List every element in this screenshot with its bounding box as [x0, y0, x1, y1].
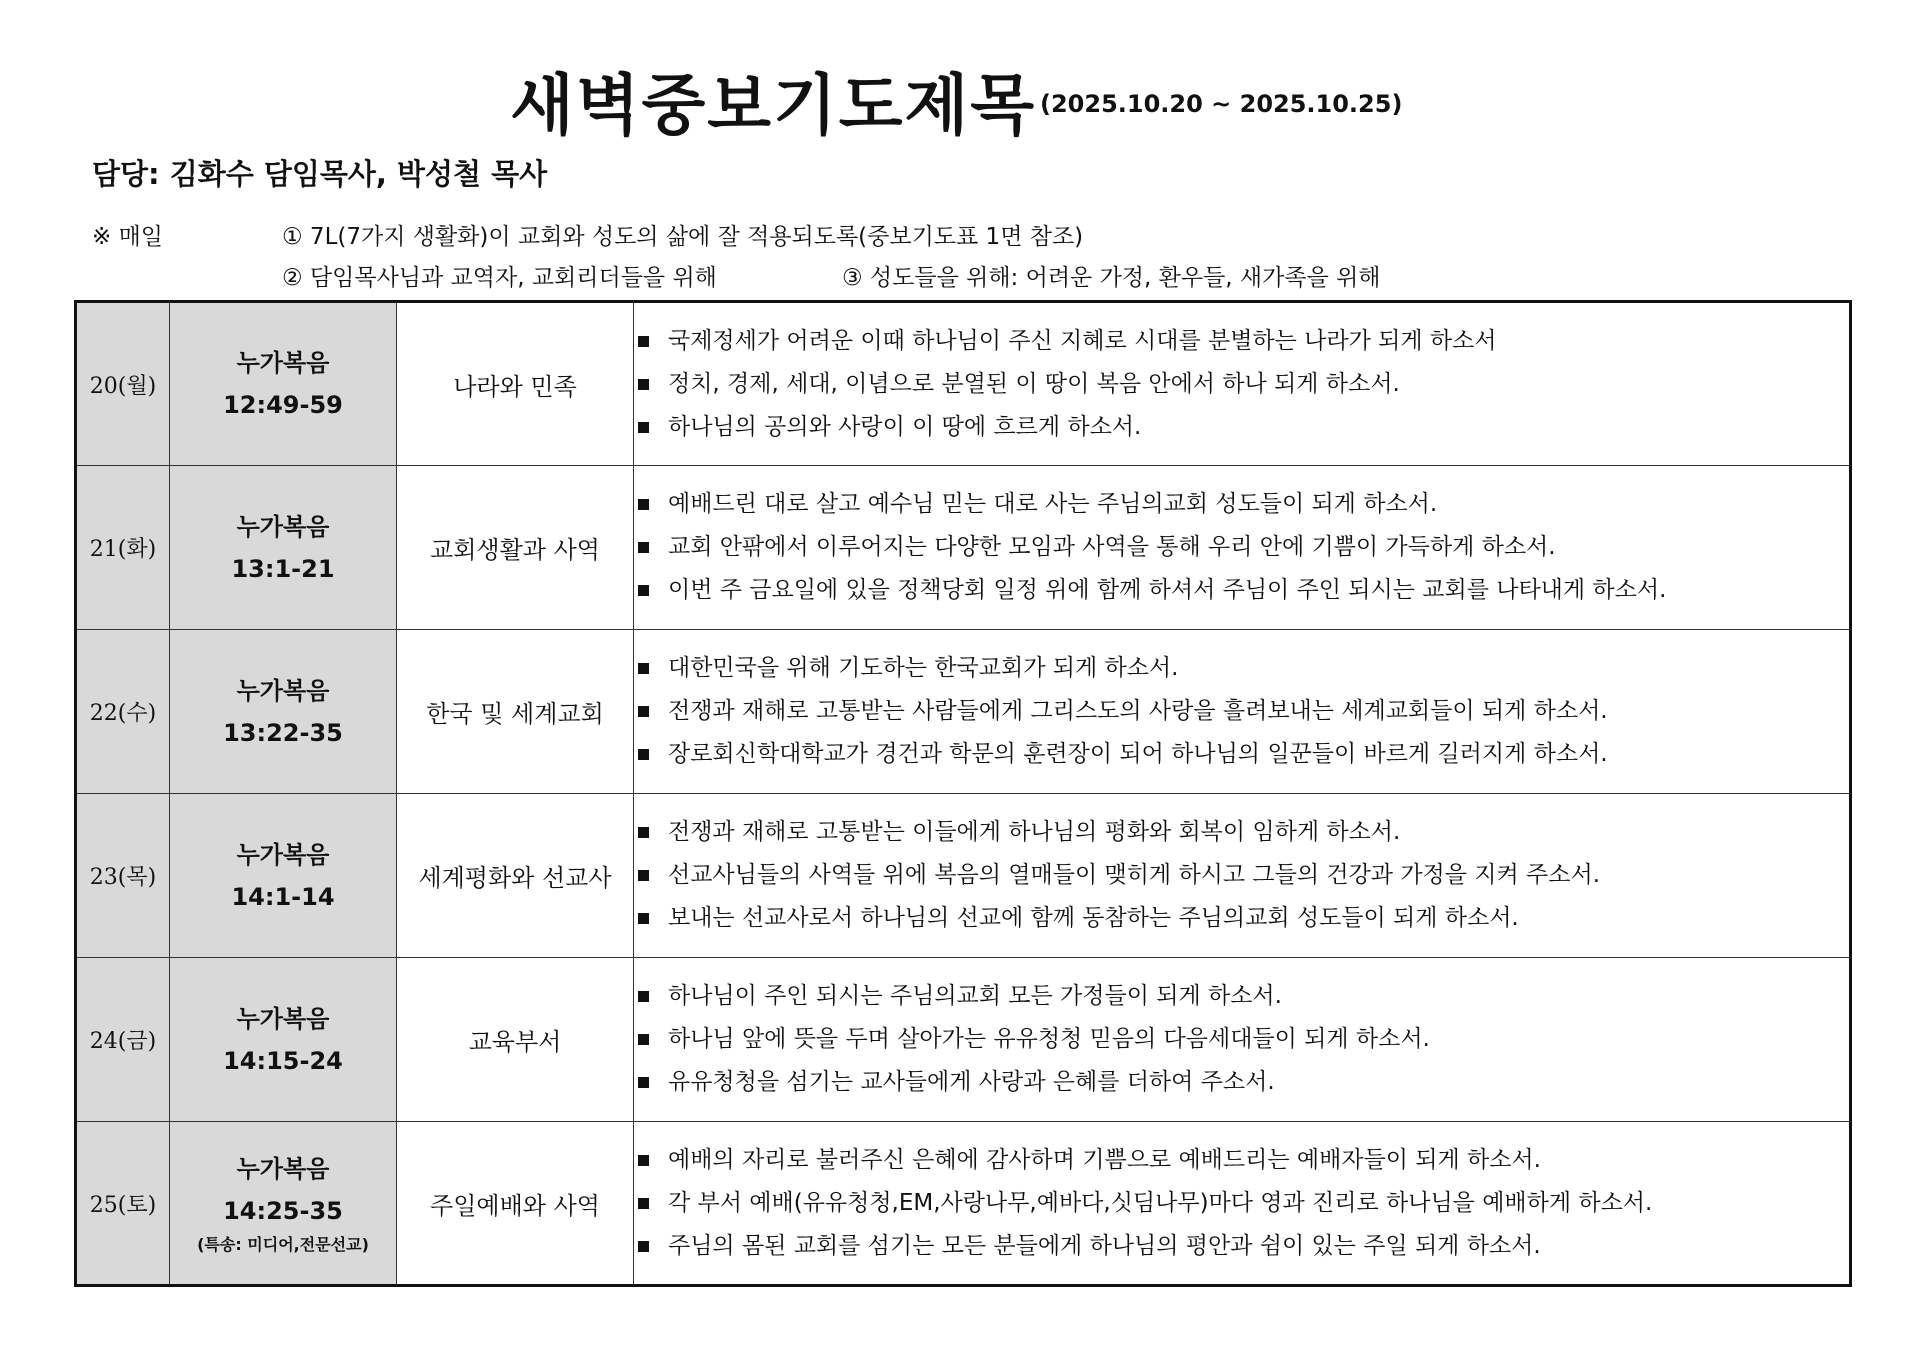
prayer-item: 하나님의 공의와 사랑이 이 땅에 흐르게 하소서. — [634, 406, 1849, 449]
table-row — [76, 794, 1851, 958]
prayer-item: 대한민국을 위해 기도하는 한국교회가 되게 하소서. — [634, 647, 1849, 690]
prayers-cell — [634, 794, 1851, 958]
date-range: (2025.10.20 ~ 2025.10.25) — [1040, 90, 1403, 118]
table-row — [76, 302, 1851, 466]
prayer-list — [634, 1139, 1849, 1268]
scripture-book: 누가복음 — [236, 840, 330, 869]
prayer-item: 이번 주 금요일에 있을 정책당회 일정 위에 함께 하셔서 주님이 주인 되시는 교회를 나타내게 하소서. — [634, 569, 1849, 612]
table-row — [76, 958, 1851, 1122]
scripture-verses: 13:1-21 — [231, 554, 335, 583]
daily-label: ※ 매일 — [92, 224, 164, 250]
daily-item-1: ① 7L(7가지 생활화)이 교회와 성도의 삶에 잘 적용되도록(중보기도표 1면 참조) — [282, 224, 1084, 250]
prayers-cell — [634, 302, 1851, 466]
scripture-cell — [170, 958, 397, 1122]
scripture-book: 누가복음 — [236, 1155, 330, 1183]
scripture-book: 누가복음 — [236, 512, 330, 541]
prayer-item: 각 부서 예배(유유청청,EM,사랑나무,예바다,싯딤나무)마다 영과 진리로 하나님을 예배하게 하소서. — [634, 1182, 1849, 1225]
scripture-cell — [170, 302, 397, 466]
prayer-item: 국제정세가 어려운 이때 하나님이 주신 지혜로 시대를 분별하는 나라가 되게 하소서 — [634, 320, 1849, 363]
table-row — [76, 630, 1851, 794]
prayer-item: 예배의 자리로 불러주신 은혜에 감사하며 기쁨으로 예배드리는 예배자들이 되게 하소서. — [634, 1139, 1849, 1182]
prayer-item: 하나님 앞에 뜻을 두며 살아가는 유유청청 믿음의 다음세대들이 되게 하소서. — [634, 1018, 1849, 1061]
header — [0, 42, 1920, 142]
theme-cell: 세계평화와 선교사 — [397, 794, 634, 958]
prayer-item: 교회 안팎에서 이루어지는 다양한 모임과 사역을 통해 우리 안에 기쁨이 가득하게 하소서. — [634, 526, 1849, 569]
day-cell: 21(화) — [76, 466, 170, 630]
scripture-verses: 12:49-59 — [223, 391, 343, 419]
prayer-item: 하나님이 주인 되시는 주님의교회 모든 가정들이 되게 하소서. — [634, 975, 1849, 1018]
prayer-item: 전쟁과 재해로 고통받는 사람들에게 그리스도의 사랑을 흘려보내는 세계교회들이 되게 하소서. — [634, 690, 1849, 733]
day-cell: 20(월) — [76, 302, 170, 466]
prayers-cell — [634, 1122, 1851, 1286]
table-row — [76, 1122, 1851, 1286]
prayer-item: 유유청청을 섬기는 교사들에게 사랑과 은혜를 더하여 주소서. — [634, 1061, 1849, 1104]
scripture-cell — [170, 466, 397, 630]
prayers-cell — [634, 466, 1851, 630]
scripture-verses: 13:22-35 — [223, 718, 343, 747]
daily-item-3: ③ 성도들을 위해: 어려운 가정, 환우들, 새가족을 위해 — [842, 265, 1381, 291]
leaders-line: 담당: 김화수 담임목사, 박성철 목사 — [92, 157, 548, 191]
prayer-item: 보내는 선교사로서 하나님의 선교에 함께 동참하는 주님의교회 성도들이 되게 하소서. — [634, 897, 1849, 940]
prayer-item: 정치, 경제, 세대, 이념으로 분열된 이 땅이 복음 안에서 하나 되게 하소서. — [634, 363, 1849, 406]
scripture-verses: 14:15-24 — [223, 1046, 343, 1075]
scripture-cell — [170, 630, 397, 794]
prayer-list — [634, 647, 1849, 776]
prayer-item: 주님의 몸된 교회를 섬기는 모든 분들에게 하나님의 평안과 쉼이 있는 주일 되게 하소서. — [634, 1225, 1849, 1268]
scripture-cell — [170, 794, 397, 958]
page-title: 새벽중보기도제목 — [510, 67, 1037, 144]
scripture-verses: 14:1-14 — [231, 882, 335, 911]
prayer-item: 장로회신학대학교가 경건과 학문의 훈련장이 되어 하나님의 일꾼들이 바르게 길러지게 하소서. — [634, 733, 1849, 776]
day-cell: 22(수) — [76, 630, 170, 794]
prayer-item: 전쟁과 재해로 고통받는 이들에게 하나님의 평화와 회복이 임하게 하소서. — [634, 811, 1849, 854]
daily-item-2: ② 담임목사님과 교역자, 교회리더들을 위해 — [282, 265, 717, 291]
scripture-cell — [170, 1122, 397, 1286]
day-cell: 24(금) — [76, 958, 170, 1122]
prayers-cell — [634, 630, 1851, 794]
table-row — [76, 466, 1851, 630]
prayer-list — [634, 483, 1849, 612]
day-cell: 25(토) — [76, 1122, 170, 1286]
theme-cell: 교육부서 — [397, 958, 634, 1122]
prayer-item: 선교사님들의 사역들 위에 복음의 열매들이 맺히게 하시고 그들의 건강과 가정을 지켜 주소서. — [634, 854, 1849, 897]
prayers-cell — [634, 958, 1851, 1122]
prayer-schedule-table — [74, 300, 1852, 1287]
prayer-list — [634, 320, 1849, 449]
prayer-list — [634, 975, 1849, 1104]
prayer-item: 예배드린 대로 살고 예수님 믿는 대로 사는 주님의교회 성도들이 되게 하소서. — [634, 483, 1849, 526]
prayer-list — [634, 811, 1849, 940]
theme-cell: 나라와 민족 — [397, 302, 634, 466]
scripture-verses: 14:25-35 — [223, 1197, 343, 1225]
theme-cell: 주일예배와 사역 — [397, 1122, 634, 1286]
scripture-book: 누가복음 — [236, 349, 330, 377]
scripture-book: 누가복음 — [236, 676, 330, 705]
scripture-book: 누가복음 — [236, 1004, 330, 1033]
theme-cell: 교회생활과 사역 — [397, 466, 634, 630]
theme-cell: 한국 및 세계교회 — [397, 630, 634, 794]
day-cell: 23(목) — [76, 794, 170, 958]
special-music-note: (특송: 미디어,전문선교) — [197, 1235, 369, 1254]
